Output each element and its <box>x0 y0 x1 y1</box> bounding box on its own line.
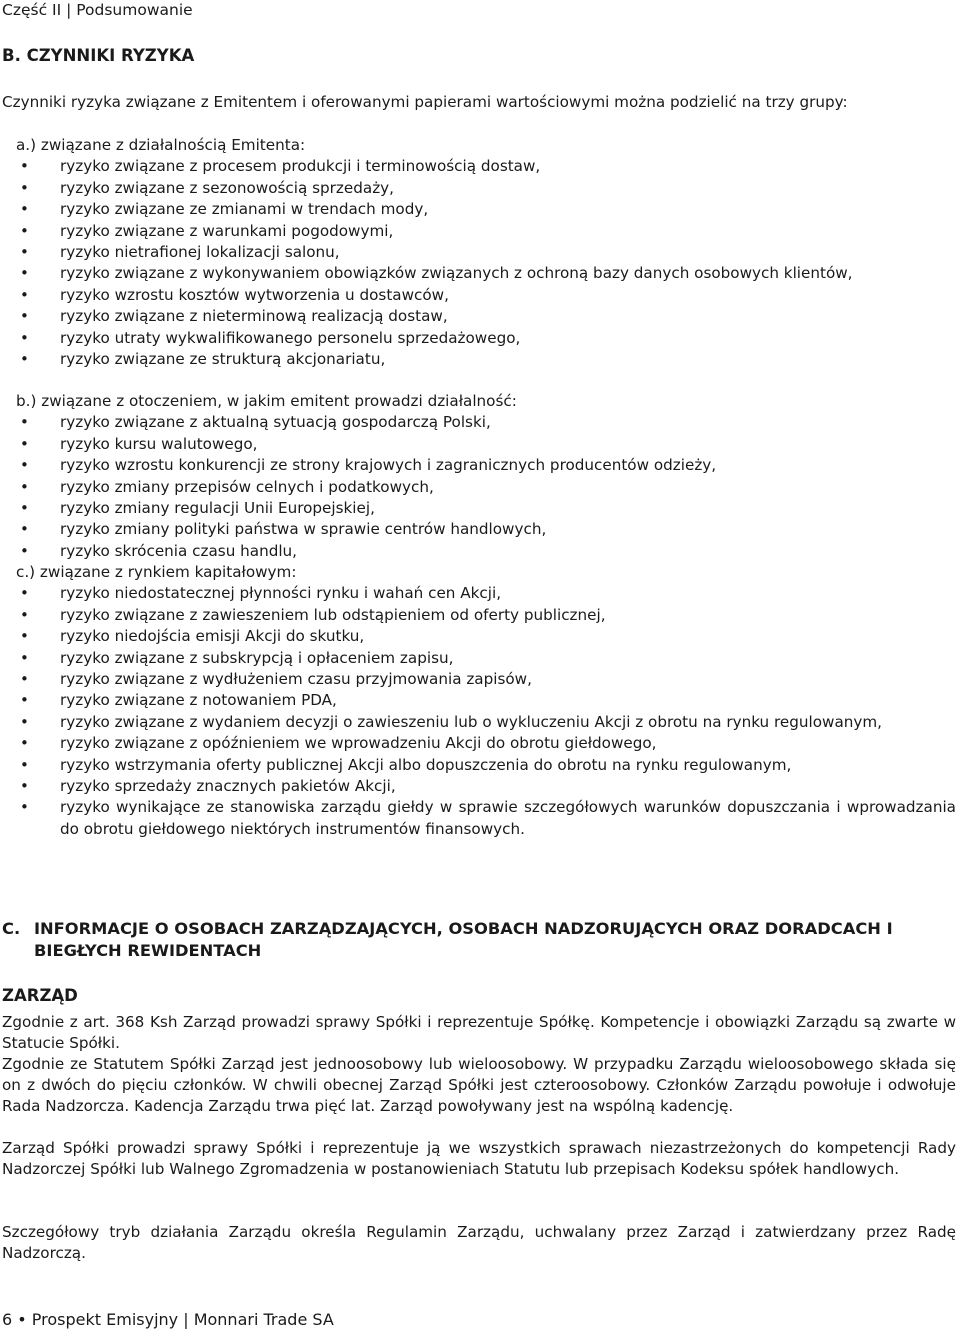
list-item: • ryzyko wynikające ze stanowiska zarządu giełdy w sprawie szczegółowych warunków dopuszczania i wprowadzania do obrotu giełdowego niektórych instrumentów finansowych. <box>0 797 960 840</box>
risk-group-label: b.) związane z otoczeniem, w jakim emitent prowadzi działalność: <box>16 392 517 410</box>
section-c-title: INFORMACJE O OSOBACH ZARZĄDZAJĄCYCH, OSOBACH NADZORUJĄCYCH ORAZ DORADCACH I BIEGŁYCH REWIDENTACH <box>34 919 893 960</box>
list-item: • ryzyko skrócenia czasu handlu, <box>0 541 960 562</box>
list-item: • ryzyko kursu walutowego, <box>0 434 960 455</box>
risk-list <box>0 412 960 562</box>
list-item: • ryzyko wstrzymania oferty publicznej Akcji albo dopuszczenia do obrotu na rynku regulowanym, <box>0 755 960 776</box>
list-item: • ryzyko związane z wydaniem decyzji o zawieszeniu lub o wykluczeniu Akcji z obrotu na rynku regulowanym, <box>0 712 960 733</box>
risk-group-c <box>0 562 960 840</box>
list-item: • ryzyko związane ze zmianami w trendach mody, <box>0 199 960 220</box>
zarzad-heading: ZARZĄD <box>2 986 78 1005</box>
list-item: • ryzyko związane z procesem produkcji i terminowością dostaw, <box>0 156 960 177</box>
list-item: • ryzyko związane z nieterminową realizacją dostaw, <box>0 306 960 327</box>
list-item: • ryzyko zmiany regulacji Unii Europejskiej, <box>0 498 960 519</box>
list-item: • ryzyko niedojścia emisji Akcji do skutku, <box>0 626 960 647</box>
list-item: • ryzyko związane z opóźnieniem we wprowadzeniu Akcji do obrotu giełdowego, <box>0 733 960 754</box>
zarzad-paragraph-3: Zarząd Spółki prowadzi sprawy Spółki i reprezentuje ją we wszystkich sprawach niezastrzeżonych do kompetencji Rady Nadzorczej Spółki lub Walnego Zgromadzenia w postanowieniach Statutu lub przepisach Kodeksu spółek handlowych. <box>2 1139 956 1179</box>
zarzad-paragraph-4: Szczegółowy tryb działania Zarządu określa Regulamin Zarządu, uchwalany przez Zarząd i zatwierdzany przez Radę Nadzorczą. <box>2 1223 956 1263</box>
zarzad-paragraph-2: Zgodnie ze Statutem Spółki Zarząd jest jednoosobowy lub wieloosobowy. W przypadku Zarządu wieloosobowego składa się on z dwóch do pięciu członków. W chwili obecnej Zarząd Spółki jest czteroosobowy. Członków Zarządu powołuje i odwołuje Rada Nadzorcza. Kadencja Zarządu trwa pięć lat. Zarząd powoływany jest na wspólną kadencję. <box>2 1055 956 1116</box>
zarzad-paragraph-1: Zgodnie z art. 368 Ksh Zarząd prowadzi sprawy Spółki i reprezentuje Spółkę. Kompetencje i obowiązki Zarządu są zwarte w Statucie Spółki. <box>2 1013 956 1053</box>
list-item: • ryzyko związane z wydłużeniem czasu przyjmowania zapisów, <box>0 669 960 690</box>
risk-group-label: c.) związane z rynkiem kapitałowym: <box>16 563 297 581</box>
risk-list <box>0 156 960 370</box>
risk-list <box>0 583 960 840</box>
list-item: • ryzyko zmiany przepisów celnych i podatkowych, <box>0 477 960 498</box>
list-item: • ryzyko nietrafionej lokalizacji salonu, <box>0 242 960 263</box>
list-item: • ryzyko sprzedaży znacznych pakietów Akcji, <box>0 776 960 797</box>
list-item: • ryzyko związane z notowaniem PDA, <box>0 690 960 711</box>
section-b-intro: Czynniki ryzyka związane z Emitentem i oferowanymi papierami wartościowymi można podzielić na trzy grupy: <box>2 93 848 111</box>
section-b-heading: B. CZYNNIKI RYZYKA <box>2 46 195 65</box>
list-item: • ryzyko wzrostu kosztów wytworzenia u dostawców, <box>0 285 960 306</box>
list-item: • ryzyko związane z aktualną sytuacją gospodarczą Polski, <box>0 412 960 433</box>
list-item: • ryzyko utraty wykwalifikowanego personelu sprzedażowego, <box>0 328 960 349</box>
list-item: • ryzyko wzrostu konkurencji ze strony krajowych i zagranicznych producentów odzieży, <box>0 455 960 476</box>
section-c-number: C. <box>2 919 21 938</box>
risk-group-label: a.) związane z działalnością Emitenta: <box>16 136 306 154</box>
list-item: • ryzyko związane z wykonywaniem obowiązków związanych z ochroną bazy danych osobowych klientów, <box>0 263 960 284</box>
list-item: • ryzyko niedostatecznej płynności rynku i wahań cen Akcji, <box>0 583 960 604</box>
list-item: • ryzyko związane z zawieszeniem lub odstąpieniem od oferty publicznej, <box>0 605 960 626</box>
list-item: • ryzyko zmiany polityki państwa w sprawie centrów handlowych, <box>0 519 960 540</box>
list-item: • ryzyko związane z warunkami pogodowymi, <box>0 221 960 242</box>
list-item: • ryzyko związane z subskrypcją i opłaceniem zapisu, <box>0 648 960 669</box>
page-footer: 6 • Prospekt Emisyjny | Monnari Trade SA <box>2 1310 334 1329</box>
list-item: • ryzyko związane ze strukturą akcjonariatu, <box>0 349 960 370</box>
risk-group-a <box>0 135 960 370</box>
section-c-heading <box>2 918 958 962</box>
list-item: • ryzyko związane z sezonowością sprzedaży, <box>0 178 960 199</box>
risk-group-b <box>0 391 960 562</box>
running-header: Część II | Podsumowanie <box>2 1 193 19</box>
